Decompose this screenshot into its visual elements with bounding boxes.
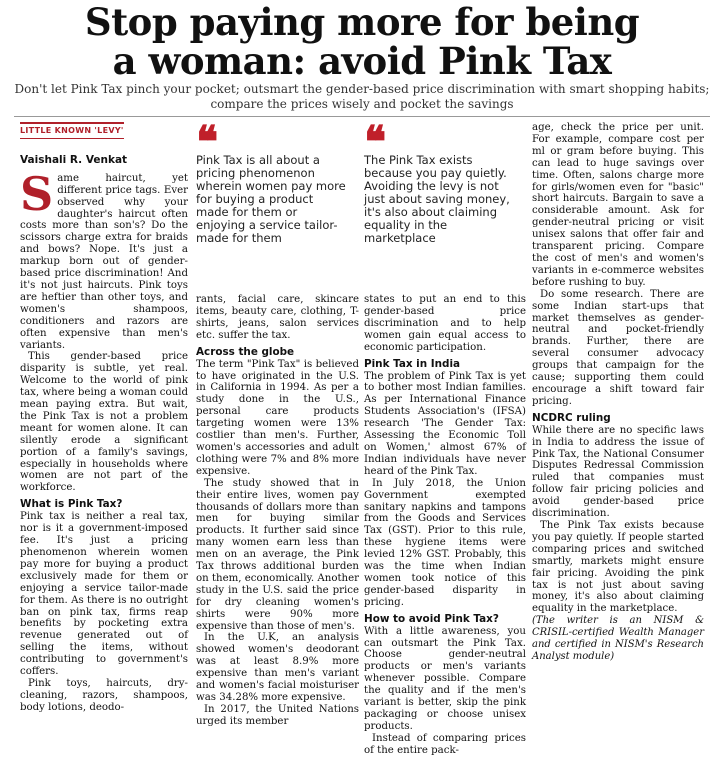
column4-subhead-1: NCDRC ruling bbox=[532, 411, 611, 424]
column3-paragraph-5: Instead of comparing prices of the entire pack- bbox=[364, 732, 526, 756]
column-1 bbox=[20, 122, 188, 713]
section-tag: LITTLE KNOWN 'LEVY' bbox=[20, 122, 124, 139]
column1-paragraph-2: This gender-based price disparity is subtle, yet real. Welcome to the world of pink tax, where being a woman could mean paying extra. But wait, the Pink Tax is not a problem meant for women alone. It can silently erode a significant portion of a family's savings, especially in households where women are not part of the workforce. bbox=[20, 351, 188, 494]
column3-subhead-2: How to avoid Pink Tax? bbox=[364, 612, 499, 625]
column-2 bbox=[196, 294, 360, 727]
column-4 bbox=[532, 122, 704, 662]
column3-paragraph-4: With a little awareness, you can outsmart the Pink Tax. Choose gender-neutral products or men's variants whenever possible. Compare the quality and if the men's variant is better, skip the pink packaging or choose unisex products. bbox=[364, 625, 526, 732]
pull-quote-1-text: Pink Tax is all about a pricing phenomenon wherein women pay more for buying a product made for them or enjoying a service tailor-made for them bbox=[196, 153, 346, 245]
drop-cap: S bbox=[20, 166, 54, 221]
column-3 bbox=[364, 294, 526, 756]
column1-paragraph-1-text: ame haircut, yet different price tags. Ever observed why your daughter's haircut often costs more than son's? Do the scissors charge extra for braids and bows? Nope. It's just a markup born out of gender-based price discrimination! And it's not just haircuts. Pink toys are heftier than other toys, and women's shampoos, conditioners and razors are often expensive than men's variants. bbox=[20, 172, 188, 351]
column2-paragraph-3: The study showed that in their entire lives, women pay thousands of dollars more than men for buying similar products. It further said since many women earn less than men on an average, the Pink Tax throws additional burden on them, economically. Another study in the U.S. said the price for dry cleaning women's shirts were 90% more expensive than those of men's. bbox=[196, 477, 360, 632]
pull-quote-2-text: The Pink Tax exists because you pay quietly. Avoiding the levy is not just about saving money, it's also about claiming equality in the marketplace bbox=[364, 153, 510, 245]
column2-paragraph-4: In the U.K, an analysis showed women's deodorant was at least 8.9% more expensive than men's variant and women's facial moisturiser was 34.28% more expensive. bbox=[196, 632, 359, 703]
column4-paragraph-4: The Pink Tax exists because you pay quietly. If people started comparing prices and switched smartly, markets might ensure fair pricing. Avoiding the pink tax is not just about saving money, it's also about claiming equality in the marketplace. bbox=[532, 520, 704, 615]
column1-paragraph-3: Pink tax is neither a real tax, nor is it a government-imposed fee. It's just a pricing phenomenon wherein women pay more for buying a product exclusively made for them or enjoying a service tailor-made for them. As there is no outright ban on pink tax, firms reap benefits by pocketing extra revenue generated out of selling the items, without contributing to government's coffers. bbox=[20, 511, 188, 678]
column1-paragraph-4: Pink toys, haircuts, dry-cleaning, razors, shampoos, body lotions, deodo- bbox=[20, 677, 188, 713]
column3-paragraph-2: The problem of Pink Tax is yet to bother most Indian families. As per International Finance Students Association's (IFSA) research 'The Gender Tax: Assessing the Economic Toll on Women,' almost 67% of Indian individuals have never heard of the Pink Tax. bbox=[364, 370, 526, 477]
author-note: (The writer is an NISM & CRISIL-certified Wealth Manager and certified in NISM's Research Analyst module) bbox=[532, 615, 704, 662]
column4-paragraph-2: Do some research. There are some Indian start-ups that market themselves as gender-neutral and pocket-friendly brands. Further, there are several consumer advocacy groups that campaign for the cause; supporting them could encourage a shift toward fair pricing. bbox=[532, 288, 704, 407]
column3-subhead-1: Pink Tax in India bbox=[364, 357, 461, 370]
column3-paragraph-1: states to put an end to this gender-based price discrimination and to help women gain equal access to economic participation. bbox=[364, 294, 526, 353]
pull-quote-2 bbox=[364, 117, 516, 245]
headline-line-1: Stop paying more for being bbox=[84, 0, 640, 44]
column4-paragraph-3: While there are no specific laws in India to address the issue of Pink Tax, the National Consumer Disputes Redressal Commission ruled that companies must follow fair pricing policies and avoid gender-based price discrimination. bbox=[532, 424, 704, 520]
byline: Vaishali R. Venkat bbox=[20, 153, 128, 166]
quote-mark-icon: ❛❛ bbox=[196, 117, 213, 168]
column2-paragraph-1: rants, facial care, skincare items, beauty care, clothing, T-shirts, jeans, salon services etc. suffer the tax. bbox=[196, 294, 359, 341]
column1-subhead-1: What is Pink Tax? bbox=[20, 498, 123, 511]
pull-quote-1 bbox=[196, 117, 348, 245]
headline-line-2: a woman: avoid Pink Tax bbox=[112, 39, 612, 83]
top-divider bbox=[14, 116, 710, 117]
column4-paragraph-1: age, check the price per unit. For example, compare cost per ml or gram before buying. This can lead to huge savings over time. Often, salons charge more for girls/women even for "basic" short haircuts. Bargain to save a considerable amount. Ask for gender-neutral pricing or visit unisex salons that offer fair and transparent pricing. Compare the cost of men's and women's variants in e-commerce websites before rushing to buy. bbox=[532, 122, 704, 288]
column2-subhead-1: Across the globe bbox=[196, 345, 295, 358]
column2-paragraph-2: The term "Pink Tax" is believed to have originated in the U.S. in California in 1994. As per a study done in the U.S., personal care products targeting women were 13% costlier than men's. Further, women's accessories and adult clothing were 7% and 8% more expensive. bbox=[196, 358, 359, 477]
column2-paragraph-5: In 2017, the United Nations urged its member bbox=[196, 703, 359, 727]
headline bbox=[0, 0, 724, 83]
column3-paragraph-3: In July 2018, the Union Government exempted sanitary napkins and tampons from the Goods and Services Tax (GST). Prior to this rule, these hygiene items were levied 12% GST. Probably, this was the time when Indian women took notice of this gender-based disparity in pricing. bbox=[364, 477, 526, 608]
standfirst: Don't let Pink Tax pinch your pocket; outsmart the gender-based price discrimination with smart shopping habits; compare the prices wisely and pocket the savings bbox=[14, 82, 710, 111]
quote-mark-icon: ❛❛ bbox=[364, 117, 381, 168]
column1-paragraph-1 bbox=[20, 166, 188, 352]
